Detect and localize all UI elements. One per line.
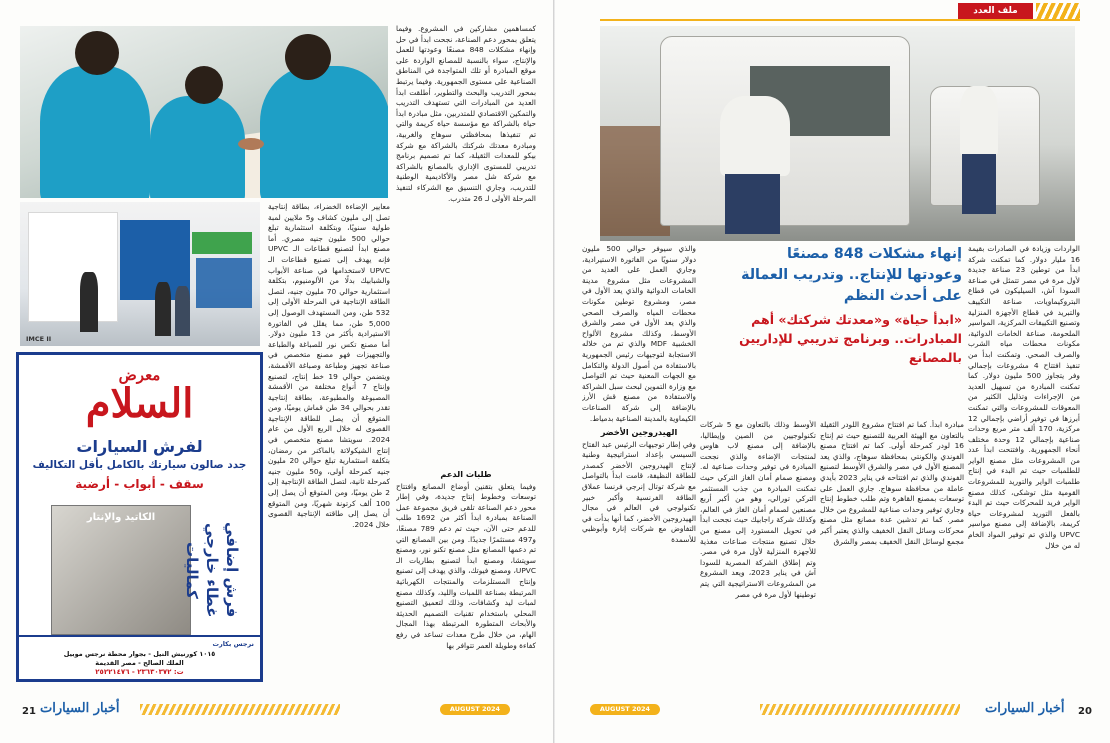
worker-figure xyxy=(960,86,998,156)
right-page-column-middle xyxy=(820,420,964,699)
page-number-left: 21 xyxy=(22,706,36,717)
right-page-column-inner xyxy=(700,420,816,699)
car-seat-image xyxy=(51,505,191,635)
headline-sub: «ابدأ حياة» و«معدتك شركتك» أهم المبادرات.. وبرنامج تدريبي للإداريين بالمصانع xyxy=(739,312,962,365)
ad-address: ١٠١٥ كورنيش النيل - بجوار محطة نرجس موبيل xyxy=(63,650,216,658)
visitor-figure xyxy=(175,286,190,336)
ad-brand-top: معرض xyxy=(118,366,161,384)
issue-date-right: AUGUST 2024 xyxy=(590,704,660,715)
ad-side-text: فرش إضافي غطاء خارجي كماليات xyxy=(183,522,241,618)
paragraph: والذي سيوفر حوالي 500 مليون دولار سنويًا من الفاتورة الاستيرادية، وجاري العمل على العديد من المشروعات مثل مشروع مدينة الخامات الدوائية والذي يعد الأول في مصر، ومشروع توطين مكونات محطات المياه والصرف الصحي والذي يعد الأول في مصر والشرق الأوسط، وكذلك مشروع الألواح الخشبية MDF والذي تم من خلاله الاستجابة لتوجيهات رئيس الجمهورية بالاستفادة من أصول الدولة والتكامل مع الجهات المعنية حيث تم التواصل مع وزارة التموين لبحث سبل الشراكة والاستفادة من مصنع قش الأرز بالإضافة إلى شركة الصناعات الكيماوية بالمدينة الصناعية بدمياط. xyxy=(582,244,696,423)
header-rule xyxy=(600,19,1080,21)
headline-main: إنهاء مشكلات 848 مصنعًا وعودتها للإنتاج.. وتدريب العمالة على أحدث النظم xyxy=(741,246,962,304)
paragraph: الواردات وزيادة في الصادرات بقيمة 16 مليار دولار. كما تمكنت شركة ابدأ من توطين 23 صناعة جديدة لأول مرة في مصر تتمثل في صناعة السودا آش، السيليكون في قطاع البتروكيماويات، صناعة التكييف والتبريد في قطاع الأجهزة المنزلية وتصنيع التكييفات المركزية، المواسير الملحومة، صناعة الخامات الدوائية، مكونات محطات مياه الشرب والصرف الصحي. وتمكنت ابدأ من تنفيذ افتتاح 4 مشروعات بإجمالي وفر يتجاوز 500 مليون دولار. كما تمكنت المبادرة من تسهيل العديد من الإجراءات وتذليل الكثير من المعوقات للمشروعات والتي تمكنت أبرزها في توفير أراضي بإجمالي 12 مركزية، 170 ألف متر مربع وحدات صناعية بإجمالي 12 وحدة مختلف أنحاء الجمهورية. وافتتحت ابدأ عدد من المشروعات مثل مصنع الواير للطلمبات حيث تم البدء في إنتاج طلمبات الواير والتوريد للمشروعات القومية مثل توشكى، كذلك مصنع الواير فريد للمحركات حيث تم البدء بالفعل التوريد لمشروعات حياة كريمة، بالإضافة إلى مصنع مواسير UPVC والذي تم توفير المواد الخام له من خلال xyxy=(968,244,1080,550)
subhead-green-hydrogen: الهيدروجين الأخضر xyxy=(600,427,678,438)
ad-brand xyxy=(25,367,254,425)
paragraph: الأوسط وذلك بالتعاون مع 5 شركات تكنولوجيين من الصين وإيطاليا، بالإضافة إلى مصنع لاب هاوس لمنتجات الإضاءة والذي نجحت المبادرة في توفير وحدات صناعية له. ومصنع صمام أمان الغاز التركي حيث تمكنت المبادرة من جذب المستثمر التركي تورالي، وهو من أكبر أربع مصنعين لصمام أمان الغاز في العالم، وكذلك شركة راجابيك حيث نجحت ابدأ في تحويل المستورد إلى مصنع من خلال تصنيع منتجات صناعات مغذية للأجهزة المنزلية لأول مرة في مصر. وتم إطلاق الشركة المصرية للسودا آش في يناير 2023، ويعد المشروع من المشروعات الاستراتيجية التي يتم توطينها لأول مرة في مصر xyxy=(700,420,816,599)
paragraph: معايير الإضاءة الخضراء، بطاقة إنتاجية تصل إلى مليون كشاف و5 ملايين لمبة طولية سنويًا، وبتكلفة استثمارية تبلغ حوالي 500 مليون جنيه مصري. أما مصنع ابدأ لتصنيع قطاعات الـ UPVC فإنه يهدف إلى تصنيع قطاعات الـ UPVC لاستخدامها في صناعة الأبواب والشبابيك بدلًا من الألومنيوم، بتكلفة استثمارية حوالي 70 مليون جنيه، لتصل الطاقة الإنتاجية في المرحلة الأولى إلى 532 طن، ومن المستهدف الوصول إلى 5,000 طن، مما يقلل في الفاتورة الاستيرادية بأكثر من 13 مليون دولار. أما مصنع تكس نور للصباغة والطباعة والتجهيزات فهو مصنع متخصص في صناعة تجهيز وطباعة وصباغة الأقمشة، ويتضمن حوالي 19 خط إنتاج، لتصنيع وإنتاج 7 أنواع مختلفة من الأقمشة المصبوغة والمطبوعة، بطاقة إنتاجية تقدر بحوالي 34 طن قماش يوميًا، ومن المتوقع أن يصل للطاقة الإنتاجية القصوى له خلال الربع الأول من عام 2024. سويتشا مصنع متخصص في إنتاج الشيكولاتة بالماكنر من رمضان، بتكلفة استثمارية تبلغ حوالي 20 مليون جنيه كمرحلة أولى، و50 مليون جنيه كمرحلة ثانية، لتصل الطاقة الإنتاجية إلى 2 طن يوميًا، ومن المتوقع أن يصل إلى 100 ألف كرتونة شهريًا، ومن المتوقع أن يصل إلى طاقته الإنتاجية القصوى خلال 2024. xyxy=(268,202,390,529)
header-stripes-icon xyxy=(1036,3,1080,19)
article-headline xyxy=(730,244,962,367)
paragraph: وفي إطار توجيهات الرئيس عبد الفتاح السيسي بإعداد استراتيجية وطنية لإنتاج الهيدروجين الأخضر كمصدر للطاقة النظيفة، قامت ابدأ بالتواصل مع شركة توتال إنرجي فرنسا عملاق الطاقة الفرنسية وأكبر خبير تكنولوجي في العالم في مجال الهيدروجين الأخضر، كما أنها بدأت في التفاوض مع شركات إنارة وأبوظبي للأسمدة xyxy=(582,439,696,545)
right-page-column-outer xyxy=(968,244,1080,699)
booth-sign xyxy=(192,232,252,254)
ad-address-2: الملك الصالح - مصر القديمة xyxy=(95,659,184,667)
student-head xyxy=(75,31,119,75)
ad-line-1: لفرش السيارات xyxy=(76,437,203,456)
ad-logo-text: نرجس بكارت xyxy=(212,640,254,648)
ad-contact-bar xyxy=(19,635,260,679)
visitor-figure xyxy=(80,272,98,332)
exhibition-booth-photo xyxy=(20,202,260,346)
paragraph: وفيما يتعلق بتقنين أوضاع المصانع وافتتاح توسعات وخطوط إنتاج جديدة، وفي إطار محور دعم الصناعة تلقى فريق مجموعة عمل الصناعة بمبادرة ابدأ أكثر من 1692 طلب للدعم حتى الآن، حيث تم دعم 789 مصنعًا، و497 مستثمرًا جديدًا. ومن بين المصانع التي تم دعمها المصانع مثل مصنع تكنو نور، ومصنع سويتشا، ومصنع ابدأ لتصنيع بطاريات الـ UPVC، ومصنع فيوتك، والذي يهدف إلى تصنيع وإنتاج المستلزمات والمنتجات الكهربائية المرتبطة بصناعة اللمبات والليد، وكذلك مصنع لمبات ليد وكشافات، وذلك لتعميق التصنيع المحلي باستخدام تقنيات التصميم الحديثة والأبحاث المتطورة المرتبطة بهذا المجال الهام، من خلال طرح معدات تساعد في رفع كفاءة وطويلة العمر تتوافر بها xyxy=(396,481,536,650)
ad-box-label: الكاتيد والإنتار xyxy=(86,512,156,523)
student-head xyxy=(185,66,223,104)
magazine-name-right: أخبار السيارات xyxy=(985,701,1065,716)
students-training-photo xyxy=(20,26,388,198)
ad-line-3: سقف - أبواب - أرضية xyxy=(75,477,204,491)
magazine-name-left: أخبار السيارات xyxy=(40,701,120,716)
student-figure xyxy=(260,66,388,198)
student-hand xyxy=(238,138,264,150)
section-tab: ملف العدد xyxy=(958,3,1033,19)
issue-date-left: AUGUST 2024 xyxy=(440,704,510,715)
footer-stripes xyxy=(760,704,960,715)
paragraph: كمساهمين مشاركين في المشروع. وفيما يتعلق بمحور دعم الصناعة، نجحت ابدأ في حل وإنهاء مشكلات 848 مصنعًا وعودتها للعمل والإنتاج، سواء بالنسبة للمصانع الواردة على موقع المبادرة أو تلك المتواجدة في المناطق الصناعية على مستوى الجمهورية. وفيما يرتبط بمحور التدريب والبحث والتطوير، أطلقت ابدأ العديد من المبادرات التي تستهدف التدريب والتمكين الاقتصادي للمتدربين، مثل مبادرة ابدأ حياة بالشراكة مع مؤسسة حياة كريمة والتي تم تنفيذها بمحافظتي سوهاج والغربية، ومبادرة معدتك شركتك بالشراكة مع شركة بيكو للمعدات الثقيلة، كما تم تصميم برنامج تدريبي للمستوى الإداري بالمصانع بالشراكة مع شركة شل مصر والأكاديمية الوطنية للتدريب، وجاري التنسيق مع الشركاء لتنفيذ المرحلة الأولى لـ 26 متدرب. xyxy=(396,24,536,203)
left-page-column-1 xyxy=(396,24,536,464)
booth-panel xyxy=(28,212,118,322)
van-factory-photo xyxy=(600,26,1075,241)
booth-caption: IMCE II xyxy=(26,335,52,343)
worker-legs xyxy=(725,174,780,234)
left-page-column-2 xyxy=(268,202,390,698)
worker-legs xyxy=(962,154,996,214)
student-figure xyxy=(40,66,150,198)
ad-line-2: جدد صالون سيارتك بالكامل بأقل التكاليف xyxy=(32,459,247,471)
subhead-support-requests: طلبات الدعم xyxy=(440,469,492,479)
visitor-figure xyxy=(155,282,171,336)
left-page-column-1-continued xyxy=(396,466,536,698)
footer-stripes xyxy=(140,704,340,715)
student-figure xyxy=(150,96,245,198)
ad-brand-name: السلام xyxy=(85,380,194,427)
ad-phone: ت: ٢٣٦٣٠٣٧٢ - ٢٥٢٢١٤٧٦ xyxy=(95,668,184,676)
booth-sign xyxy=(196,258,252,308)
right-page-column-innermost xyxy=(582,244,696,699)
worker-figure xyxy=(720,96,790,176)
paragraph: مبادرة ابدأ. كما تم افتتاح مشروع اللودر الثقيلة بالتعاون مع الهيئة العربية للتصنيع حيث تم إنتاج 16 لودر كمرحلة أولى. كما تم افتتاح مصنع الفوندي والكونتي بمحافظة سوهاج، والذي يعد المصنع الأول في مصر والشرق الأوسط لتصنيع الفوندي والذي تم افتتاحه في يناير 2023 بأيدي عاملة من محافظة سوهاج. جاري العمل على توسعات بمصنع القاهرة وتم طلب خطوط إنتاج وجاري توفير وحدات صناعية للمشروع من خلال مصر. كما تم تدشين عدة مصانع مثل مصنع محركات وسائل النقل الخفيف والذي يعتبر أكبر مجمع لوسائل النقل الخفيف بمصر والشرق xyxy=(820,420,964,546)
advertisement-alsalam xyxy=(16,352,263,682)
student-head xyxy=(285,34,331,80)
page-number-right: 20 xyxy=(1078,706,1092,717)
